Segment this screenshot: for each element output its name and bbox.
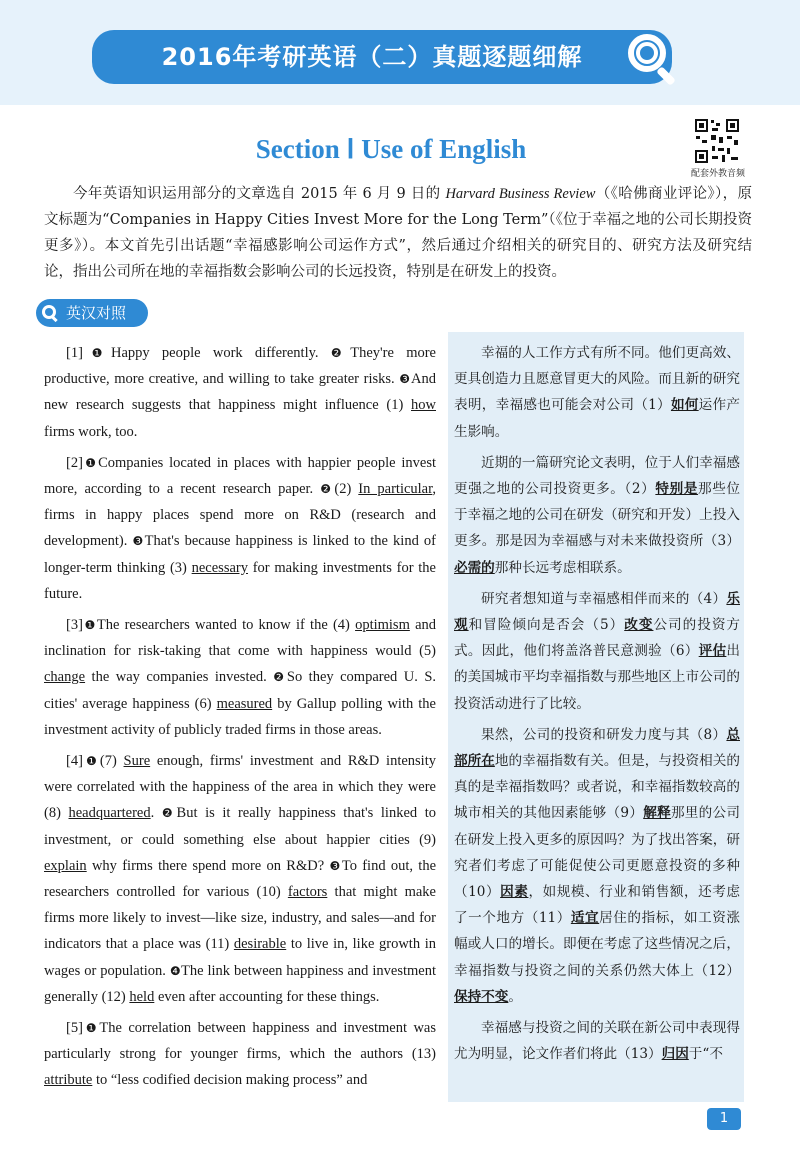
answer-13: attribute xyxy=(44,1072,93,1089)
tag-label: 英汉对照 xyxy=(66,304,127,322)
chinese-text xyxy=(454,340,740,1072)
section-tag xyxy=(36,299,148,327)
answer-9: explain xyxy=(44,857,87,874)
chinese-paragraph-1: 幸福的人工作方式有所不同。他们更高效、更具创造力且愿意冒更大的风险。而且新的研究表明，幸福感也可能会对公司（1）如何运作产生影响。 xyxy=(454,345,740,440)
answer-11: desirable xyxy=(233,936,287,953)
answer-2: In particular xyxy=(358,481,433,498)
english-paragraph-4: [4]❶(7) Sure enough, firms' investment and R&D intensity were correlated with the happiness of the area in which they were (8) headquartered. ❷But is it really happiness that's linked to investment, or could something else about happier cities (9) explain why firms there spend more on R&D? ❸To find out, the researchers controlled for various (10) factors that might make firms more likely to invest—like size, industry, and sales—and for indicators that a place was (11) desirable to live in, like growth in wages or population. ❹The link between happiness and investment generally (12) held even after accounting for these things. xyxy=(44,753,437,1005)
answer-1: how xyxy=(411,397,436,414)
english-paragraph-5: [5]❶The correlation between happiness and investment was particularly strong for younger firms, which the authors (13) attribute to “less codified decision making process” and xyxy=(44,1020,437,1089)
answer-4: optimism xyxy=(355,617,410,634)
answer-6: measured xyxy=(216,695,273,712)
magnifier-icon xyxy=(626,32,680,86)
answer-10: factors xyxy=(287,884,328,901)
answer-5: change xyxy=(44,669,86,686)
answer-7: Sure xyxy=(123,753,151,770)
intro-paragraph: 今年英语知识运用部分的文章选自 2015 年 6 月 9 日的 Harvard Business Review（《哈佛商业评论》），原文标题为“Companies in Happy Cities Invest More for the Long Term”（《位于幸福之地的公司长期投资更多》）。本文首先引出话题“幸福感影响公司运作方式”，然后通过介绍相关的研究目的、研究方法及研究结论，指出公司所在地的幸福指数会影响公司的长远投资，特别是在研发上的投资。 xyxy=(44,186,752,280)
page-title: 2016年考研英语（二）真题逐题细解 xyxy=(161,43,583,71)
chinese-paragraph-2: 近期的一篇研究论文表明，位于人们幸福感更强之地的公司投资更多。（2）特别是那些位于幸福之地的公司在研发（研究和开发）上投入更多。那是因为幸福感与对未来做投资所（3）必需的那种长远考虑相联系。 xyxy=(454,454,741,576)
source-title: Harvard Business Review xyxy=(445,186,596,202)
qr-caption: 配套外教音频 xyxy=(690,169,745,179)
chinese-paragraph-5: 幸福感与投资之间的关联在新公司中表现得尤为明显，论文作者们将此（13）归因于“不 xyxy=(454,1020,740,1063)
answer-3: necessary xyxy=(191,559,248,576)
chinese-paragraph-4: 果然，公司的投资和研发力度与其（8）总部所在地的幸福指数有关。但是，与投资相关的真的是幸福指数吗？或者说，和幸福指数较高的城市相关的其他因素能够（9）解释那里的公司在研发上投入更多的原因吗？为了找出答案，研究者们考虑了可能促使公司更愿意投资的多种（10）因素，如规模、行业和销售额，还考虑了一个地方（11）适宜居住的指标，如工资涨幅或人口的增长。即便在考虑了这些情况之后，幸福指数与投资之间的关系仍然大体上（12）保持不变。 xyxy=(454,726,741,1005)
answer-8: headquartered xyxy=(68,805,151,822)
section-title: Section Ⅰ Use of English xyxy=(255,134,527,164)
english-paragraph-2: [2]❶Companies located in places with happier people invest more, according to a recent research paper. ❷(2) In particular, firms in happy places spend more on R&D (research and development). ❸That's because happiness is linked to the kind of longer-term thinking (3) necessary for making investments for the future. xyxy=(44,454,436,602)
answer-12: held xyxy=(129,988,155,1005)
english-paragraph-3: [3]❶The researchers wanted to know if the (4) optimism and inclination for risk-taking that come with happiness would (5) change the way companies invested. ❷So they compared U. S. cities' average happiness (6) measured by Gallup polling with the investment activity of publicly traded firms in those areas. xyxy=(44,617,437,738)
english-paragraph-1: [1]❶Happy people work differently. ❷They're more productive, more creative, and willing to take greater risks. ❸And new research suggests that happiness might influence (1) how firms work, too. xyxy=(44,345,437,440)
search-icon xyxy=(40,303,60,323)
chinese-paragraph-3: 研究者想知道与幸福感相伴而来的（4）乐观和冒险倾向是否会（5）改变公司的投资方式。因此，他们将盖洛普民意测验（6）评估出的美国城市平均幸福指数与那些地区上市公司的投资活动进行了比较。 xyxy=(454,590,741,712)
page-number: 1 xyxy=(707,1108,741,1130)
qr-code[interactable] xyxy=(694,118,740,164)
title-banner xyxy=(92,30,672,84)
english-text xyxy=(44,340,436,1099)
